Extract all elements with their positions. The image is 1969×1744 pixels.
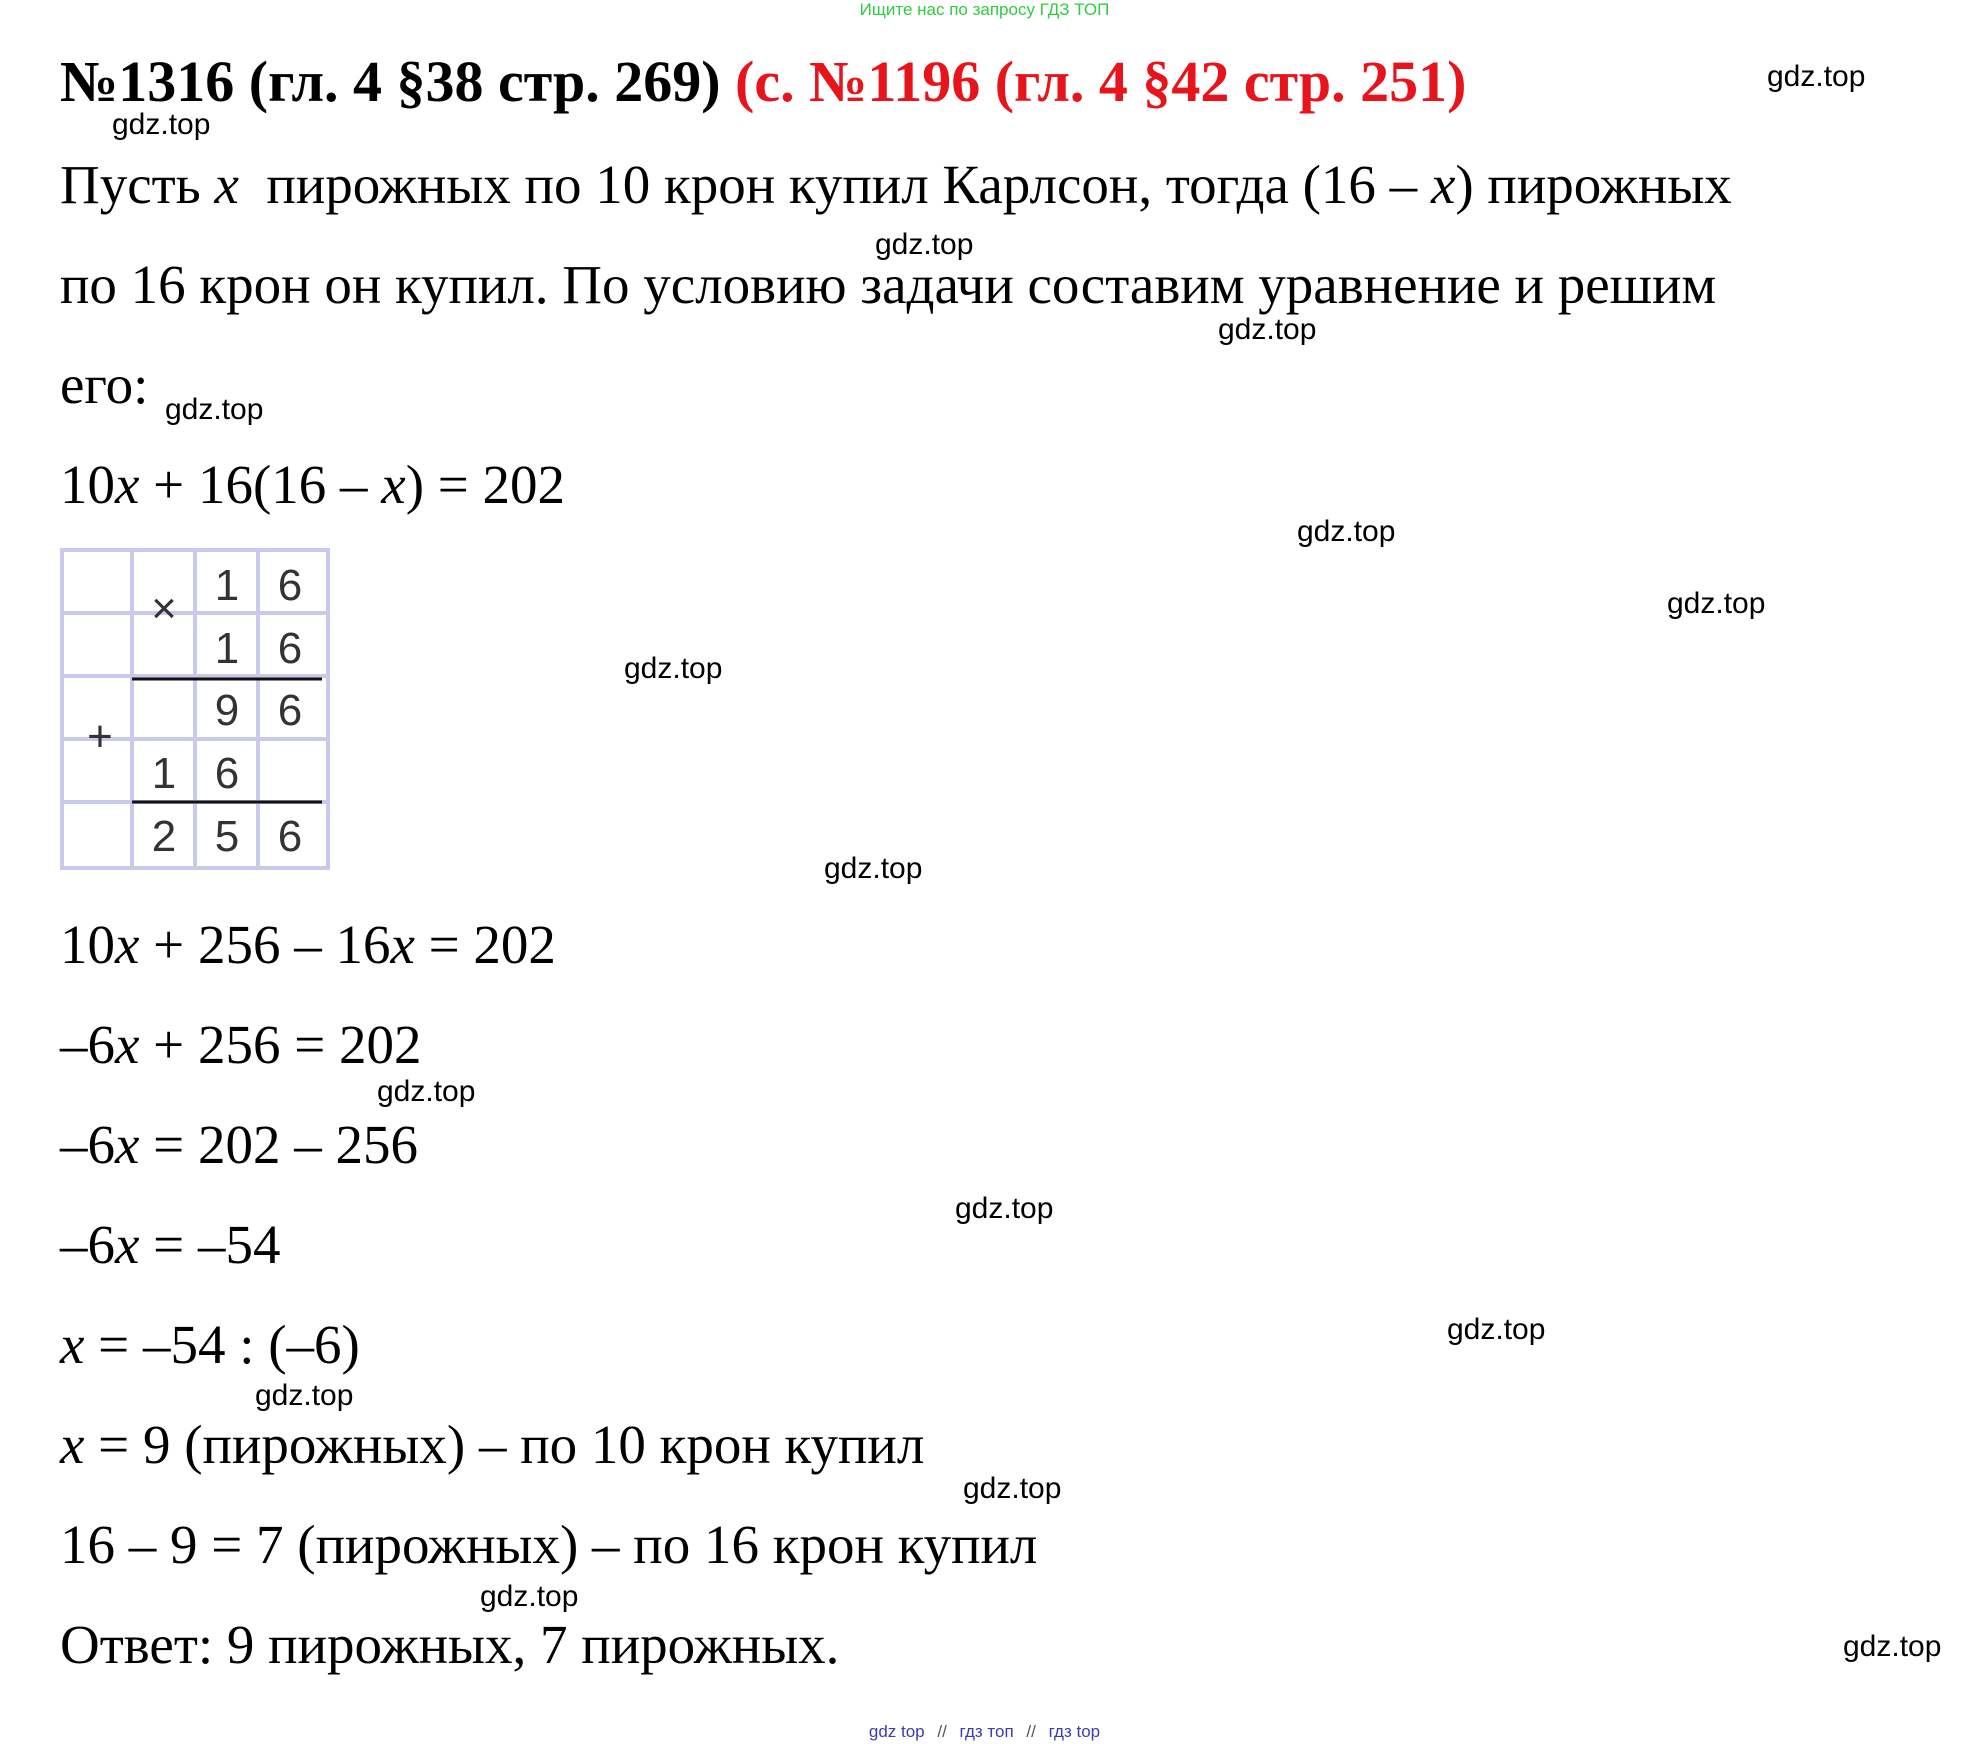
problem-title bbox=[60, 48, 1466, 115]
paragraph-line-3: его: bbox=[60, 354, 149, 415]
watermark: gdz.top bbox=[624, 652, 723, 685]
watermark: gdz.top bbox=[1297, 515, 1396, 548]
step-2: –6x + 256 = 202 bbox=[60, 1014, 422, 1075]
digit: 1 bbox=[214, 561, 240, 610]
top-banner[interactable]: Ищите нас по запросу ГДЗ ТОП bbox=[859, 0, 1110, 19]
title-main: №1316 (гл. 4 §38 стр. 269) bbox=[60, 49, 721, 114]
watermark: gdz.top bbox=[255, 1379, 354, 1412]
watermark: gdz.top bbox=[165, 393, 264, 426]
digit: 6 bbox=[277, 686, 303, 735]
watermark: gdz.top bbox=[1447, 1313, 1546, 1346]
watermark: gdz.top bbox=[1767, 60, 1866, 93]
watermark: gdz.top bbox=[875, 228, 974, 261]
link-gdz-top-mixed[interactable]: гдз top bbox=[1048, 1722, 1101, 1741]
watermark: gdz.top bbox=[377, 1075, 476, 1108]
title-alt-reference: (с. №1196 (гл. 4 §42 стр. 251) bbox=[735, 49, 1467, 114]
plus-operator: + bbox=[87, 712, 113, 761]
watermark: gdz.top bbox=[963, 1472, 1062, 1505]
watermark: gdz.top bbox=[1667, 587, 1766, 620]
digit: 6 bbox=[214, 749, 240, 798]
multiplication-grid bbox=[60, 548, 330, 870]
digit: 9 bbox=[214, 686, 240, 735]
digit: 6 bbox=[277, 624, 303, 673]
link-separator: // bbox=[1026, 1722, 1036, 1741]
step-4: –6x = –54 bbox=[60, 1214, 281, 1275]
paragraph-line-2: по 16 крон он купил. По условию задачи составим уравнение и решим bbox=[60, 254, 1717, 315]
watermark: gdz.top bbox=[480, 1580, 579, 1613]
digit: 1 bbox=[214, 624, 240, 673]
digit: 6 bbox=[277, 812, 303, 861]
step-7: 16 – 9 = 7 (пирожных) – по 16 крон купил bbox=[60, 1514, 1038, 1575]
times-operator: × bbox=[151, 584, 177, 633]
digit: 1 bbox=[151, 749, 177, 798]
watermark: gdz.top bbox=[1843, 1630, 1942, 1663]
link-separator: // bbox=[937, 1722, 947, 1741]
link-gdz-top[interactable]: gdz top bbox=[868, 1722, 925, 1741]
step-5: x = –54 : (–6) bbox=[60, 1314, 360, 1375]
watermark: gdz.top bbox=[112, 108, 211, 141]
paragraph-line-1: Пусть x пирожных по 10 крон купил Карлсон, тогда (16 – x) пирожных bbox=[60, 154, 1732, 215]
watermark: gdz.top bbox=[1218, 313, 1317, 346]
watermark: gdz.top bbox=[955, 1192, 1054, 1225]
equation-main: 10x + 16(16 – x) = 202 bbox=[60, 454, 566, 515]
step-3: –6x = 202 – 256 bbox=[60, 1114, 418, 1175]
answer: Ответ: 9 пирожных, 7 пирожных. bbox=[60, 1614, 840, 1675]
digit: 6 bbox=[277, 561, 303, 610]
bottom-links bbox=[0, 1722, 1969, 1742]
digit: 5 bbox=[214, 812, 240, 861]
digit: 2 bbox=[151, 812, 177, 861]
step-1: 10x + 256 – 16x = 202 bbox=[60, 914, 556, 975]
step-6: x = 9 (пирожных) – по 10 крон купил bbox=[60, 1414, 925, 1475]
link-gdz-top-ru[interactable]: гдз топ bbox=[959, 1722, 1014, 1741]
watermark: gdz.top bbox=[824, 852, 923, 885]
